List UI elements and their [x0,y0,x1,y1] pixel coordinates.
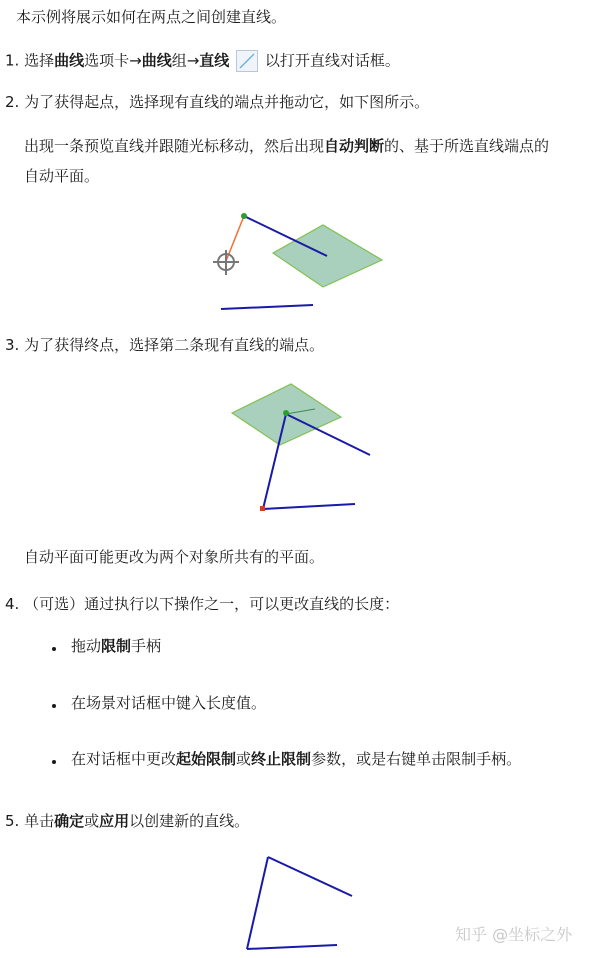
text: 拖动 [71,637,102,655]
existing-line [263,504,355,509]
existing-line [268,857,352,896]
step-number: 2. [5,93,20,111]
text: 为了获得起点，选择现有直线的端点并拖动它，如下图所示。 [24,93,430,111]
bullet-icon [52,647,56,651]
bold-text: 终止限制 [251,750,312,768]
step-number: 4. [5,595,20,613]
step-5 [5,811,249,831]
bold-text: 曲线 [141,51,172,70]
auto-plane [273,225,382,287]
list-item: 在场景对话框中键入长度值。 [71,694,267,712]
bullet-icon [52,760,56,764]
bold-text: 直线 [199,51,230,70]
existing-line [221,305,313,309]
bullet-icon [52,704,56,708]
existing-line [247,945,337,949]
text: （可选）通过执行以下操作之一，可以更改直线的长度： [24,595,400,613]
paragraph: 自动平面可能更改为两个对象所共有的平面。 [24,548,325,566]
text: 组→ [171,51,200,70]
text: 在对话框中更改 [71,750,177,768]
text: 单击 [24,812,55,830]
text: 以创建新的直线。 [129,812,250,830]
list-item [71,749,521,769]
text: 以打开直线对话框。 [264,51,400,70]
bold-text: 自动判断 [324,137,385,155]
watermark: 知乎 @坐标之外 [455,925,573,944]
new-line [247,857,268,949]
figure-3 [247,857,352,949]
text: 选项卡→ [84,51,142,70]
cursor-icon [213,250,239,275]
bold-text: 曲线 [54,51,85,70]
text: 手柄 [131,637,162,655]
text: 选择 [24,51,55,70]
intro-text: 本示例将展示如何在两点之间创建直线。 [16,8,287,26]
endpoint [260,506,265,511]
text: 的、基于所选直线端点的 [384,137,550,155]
list-item [71,636,161,656]
step-number: 1. [5,51,20,70]
step-number: 5. [5,812,20,830]
text: 或 [84,812,100,830]
figure-2 [232,384,370,511]
text: 出现一条预览直线并跟随光标移动，然后出现 [24,137,325,155]
step-4 [5,594,399,614]
endpoint [241,213,247,219]
step-number: 3. [5,336,20,354]
text: 或 [236,750,252,768]
endpoint [283,410,289,416]
text: 为了获得终点，选择第二条现有直线的端点。 [24,336,325,354]
bold-text: 应用 [99,812,130,830]
text: 参数，或是右键单击限制手柄。 [311,750,522,768]
text: 自动平面。 [24,167,100,185]
bold-text: 起始限制 [176,750,237,768]
bold-text: 限制 [101,637,132,655]
bold-text: 确定 [54,812,85,830]
step-3 [5,335,324,355]
figure-1 [213,213,382,309]
